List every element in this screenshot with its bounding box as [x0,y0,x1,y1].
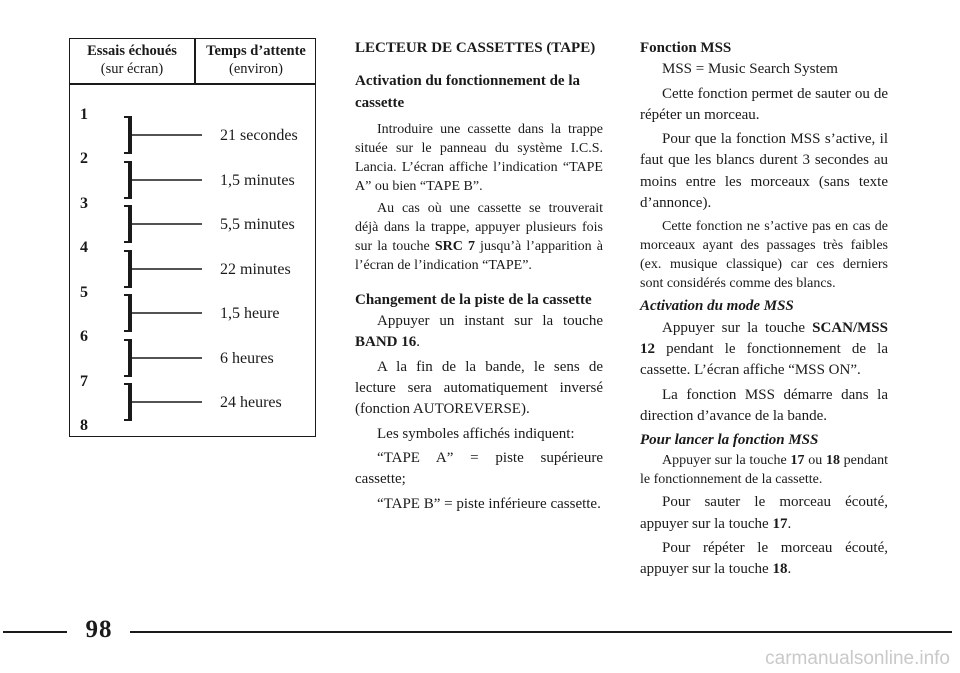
bracket-7-8 [124,384,202,420]
header-label: Essais échoués [87,43,177,59]
section-heading-mss: Fonction MSS [640,40,732,56]
paragraph: Pour que la fonction MSS s’active, il faut que les blancs durent 3 secondes au moins entre les morceaux (sans texte d’annonce). [640,131,888,212]
paragraph: Cette fonction ne s’active pas en cas de morceaux ayant des passages très faibles (ex. musique classique) car ces derniers sont considérés comme des blancs. [640,219,888,292]
wait-time-value: 24 heures [220,394,282,411]
key-label: 18 [825,453,840,469]
bracket-1-2 [124,117,202,153]
table-header-wait-time [196,42,316,78]
attempt-number: 6 [80,328,88,345]
bracket-2-3 [124,162,202,198]
paragraph [355,120,603,196]
bracket-3-4 [124,206,202,242]
paragraph [640,451,888,489]
text: pendant le fonctionnement de la cassette. [640,453,888,488]
attempt-number: 1 [80,106,88,123]
header-sublabel: (environ) [229,61,283,77]
subheading-mss-activation: Activation du mode MSS [640,298,794,315]
text: Appuyer un instant sur la touche [377,313,603,330]
watermark: carmanualsonline.info [765,648,950,669]
wait-time-value: 5,5 minutes [220,216,295,233]
attempt-number: 7 [80,373,88,390]
attempt-number: 2 [80,150,88,167]
subheading-launch-mss: Pour lancer la fonction MSS [640,432,819,449]
text: Appuyer sur la touche [662,319,813,336]
waiting-time-table [69,38,316,437]
table-header [70,39,315,85]
attempt-number: 3 [80,195,88,212]
paragraph: A la fin de la bande, le sens de lecture sera automatiquement inversé (fonction AUTOREVERSE). [355,358,603,418]
wait-time-value: 22 minutes [220,261,291,278]
right-column [640,38,888,584]
paragraph: “TAPE B” = piste inférieure cassette. [377,495,601,512]
attempt-number: 8 [80,417,88,434]
wait-time-value: 21 secondes [220,127,298,144]
paragraph: Cette fonction permet de sauter ou de répéter un morceau. [640,85,888,123]
text: . [787,515,792,532]
paragraph: Les symboles affichés indiquent: [377,425,575,442]
text: Introduire une cassette dans la trappe située sur le panneau du système I.C.S. Lancia. L’écran affiche l’indication “TAPE A” ou bien “TAPE B”. [355,121,603,194]
header-label: Temps d’attente [206,43,306,59]
wait-time-value: 1,5 minutes [220,172,295,189]
section-heading-activation: Activation du fonctionnement de la cassette [355,73,580,111]
footer-rule-right [130,631,952,633]
table-header-failed-attempts [70,42,194,78]
text: Pour sauter le morceau écouté, appuyer sur la touche [640,494,888,532]
attempt-number: 5 [80,284,88,301]
section-heading-track-change: Changement de la piste de la cassette [355,291,592,308]
bracket-5-6 [124,295,202,331]
key-label: BAND 16 [355,334,417,351]
wait-time-value: 6 heures [220,350,274,367]
section-title: LECTEUR DE CASSETTES (TAPE) [355,40,596,56]
bracket-connectors [122,115,202,445]
key-label: 17 [790,453,805,469]
text: . [416,334,421,351]
page-number: 98 [85,616,113,643]
header-sublabel: (sur écran) [100,61,164,77]
paragraph [355,311,603,354]
paragraph [640,538,888,581]
key-label: 18 [772,561,788,578]
paragraph [640,492,888,535]
footer-rule-left [3,631,67,633]
paragraph: MSS = Music Search System [662,61,838,78]
middle-column [355,38,603,518]
wait-time-value: 1,5 heure [220,305,280,322]
bracket-4-5 [124,251,202,287]
text: Appuyer sur la touche [662,453,791,469]
text: Au cas où une cassette se trouverait déjà dans la trappe, appuyer plusieurs fois sur la touche [355,200,603,254]
attempt-number: 4 [80,239,88,256]
text: pendant le fonctionnement de la cassette. L’écran affiche “MSS ON”. [640,340,888,379]
text: Pour répéter le morceau écouté, appuyer sur la touche [640,540,888,578]
bracket-6-7 [124,340,202,376]
key-label: 17 [772,515,788,532]
text: jusqu’à l’apparition à l’écran de l’indication “TAPE”. [355,238,603,273]
key-label: SRC 7 [434,238,475,254]
paragraph [640,318,888,382]
text: ou [804,453,826,469]
paragraph: La fonction MSS démarre dans la direction d’avance de la bande. [640,386,888,424]
key-label: SCAN/MSS 12 [640,319,888,357]
paragraph [355,199,603,275]
text: . [787,561,792,578]
paragraph: “TAPE A” = piste supérieure cassette; [355,449,603,488]
